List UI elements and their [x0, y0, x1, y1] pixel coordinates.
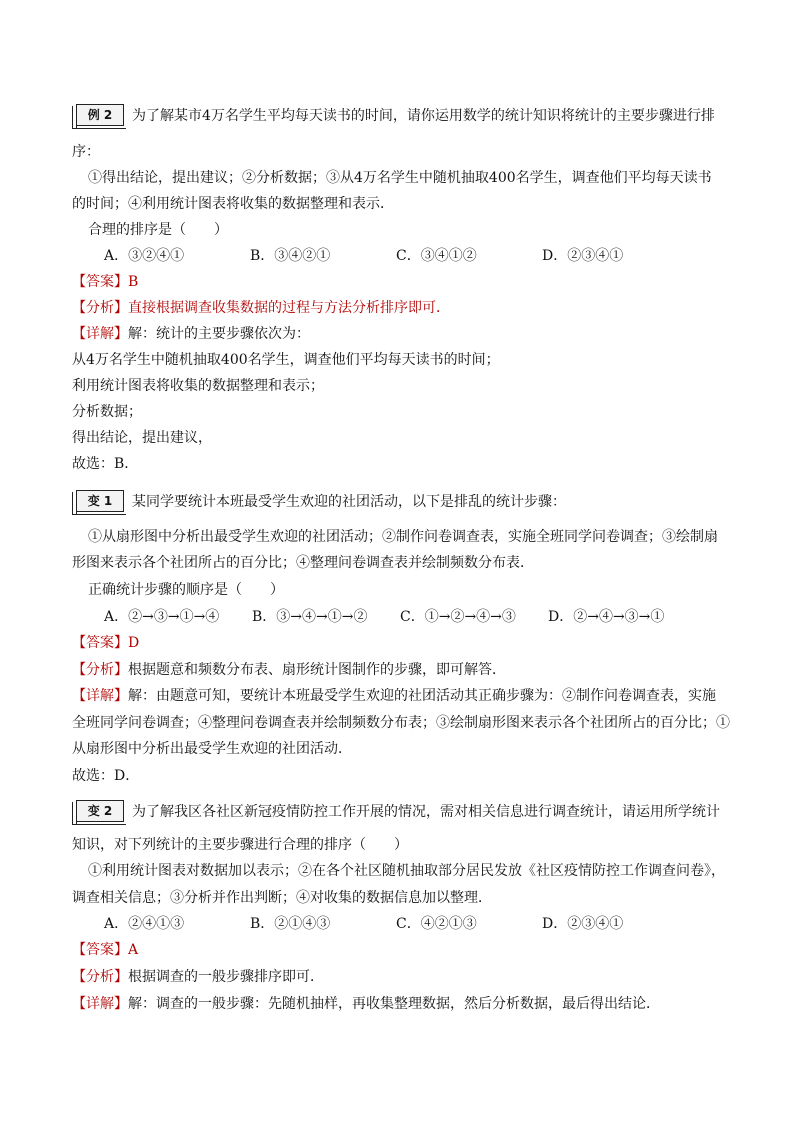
choice-a: A．②→③→①→④ — [104, 609, 220, 625]
detail-label: 【详解】 — [72, 996, 128, 1012]
variation-1-tag-label: 变 1 — [87, 494, 113, 508]
variation-2-choices — [104, 914, 623, 934]
variation-2-steps-line2: 调查相关信息；③分析并作出判断；④对收集的数据信息加以整理． — [72, 890, 492, 906]
example-2-prompt: 合理的排序是（ ） — [88, 222, 228, 238]
choice-c: C．①→②→④→③ — [400, 609, 516, 625]
variation-1-detail-line2: 全班同学问卷调查；④整理问卷调查表并绘制频数分布表；③绘制扇形图来表示各个社团所占的百分比；① — [72, 715, 730, 731]
answer-value: B — [128, 274, 139, 290]
variation-1-answer — [72, 633, 139, 653]
answer-value: D — [128, 635, 140, 651]
variation-1-detail-line3: 从扇形图中分析出最受学生欢迎的社团活动． — [72, 741, 352, 757]
example-2-question-line2: 序： — [72, 144, 100, 160]
detail-line1: 解：调查的一般步骤：先随机抽样，再收集整理数据，然后分析数据，最后得出结论． — [128, 996, 660, 1012]
variation-1-steps-line2: 形图来表示各个社团所占的百分比；④整理问卷调查表并绘制频数分布表． — [72, 555, 534, 571]
example-2-detail-line3: 利用统计图表将收集的数据整理和表示； — [72, 378, 324, 394]
example-2-tag — [72, 104, 124, 126]
variation-1-tag — [72, 490, 124, 512]
variation-1-prompt: 正确统计步骤的顺序是（ ） — [88, 582, 284, 598]
example-2-tag-label: 例 2 — [87, 108, 113, 122]
variation-1-choices — [104, 607, 664, 627]
choice-d: D．②③④① — [542, 248, 624, 264]
example-2-detail-line2: 从4万名学生中随机抽取400名学生，调查他们平均每天读书的时间； — [72, 352, 500, 368]
variation-2-answer — [72, 940, 138, 960]
variation-2-question-line2: 知识，对下列统计的主要步骤进行合理的排序（ ） — [72, 837, 408, 853]
detail-line1: 解：统计的主要步骤依次为： — [128, 326, 310, 342]
example-2-detail — [72, 324, 310, 344]
analysis-text: 根据调查的一般步骤排序即可． — [128, 969, 324, 985]
variation-1-steps-line1: ①从扇形图中分析出最受学生欢迎的社团活动；②制作问卷调查表，实施全班同学问卷调查；③绘制扇 — [88, 529, 718, 545]
choice-d: D．②→④→③→① — [548, 609, 665, 625]
analysis-label: 【分析】 — [72, 300, 128, 316]
detail-label: 【详解】 — [72, 688, 128, 704]
variation-1-conclusion: 故选：D． — [72, 768, 140, 784]
answer-label: 【答案】 — [72, 635, 128, 651]
choice-c: C．④②①③ — [396, 916, 477, 932]
detail-line1: 解：由题意可知，要统计本班最受学生欢迎的社团活动其正确步骤为：②制作问卷调查表，实施 — [128, 688, 716, 704]
example-2-analysis — [72, 298, 450, 318]
variation-1-detail — [72, 686, 716, 706]
analysis-text: 根据题意和频数分布表、扇形统计图制作的步骤，即可解答． — [128, 662, 506, 678]
choice-a: A．③②④① — [104, 248, 185, 264]
choice-a: A．②④①③ — [104, 916, 185, 932]
analysis-label: 【分析】 — [72, 969, 128, 985]
example-2-answer — [72, 272, 138, 292]
detail-label: 【详解】 — [72, 326, 128, 342]
example-2-detail-line4: 分析数据； — [72, 404, 142, 420]
variation-1-question: 某同学要统计本班最受学生欢迎的社团活动，以下是排乱的统计步骤： — [132, 494, 566, 510]
choice-b: B．③→④→①→② — [252, 609, 368, 625]
answer-label: 【答案】 — [72, 274, 128, 290]
choice-c: C．③④①② — [396, 248, 477, 264]
choice-b: B．③④②① — [250, 248, 331, 264]
variation-2-question-line1: 为了解我区各社区新冠疫情防控工作开展的情况，需对相关信息进行调查统计，请运用所学统计 — [132, 804, 720, 820]
answer-label: 【答案】 — [72, 942, 128, 958]
variation-2-steps-line1: ①利用统计图表对数据加以表示；②在各个社区随机抽取部分居民发放《社区疫情防控工作调查问卷》， — [88, 863, 725, 879]
choice-b: B．②①④③ — [250, 916, 331, 932]
example-2-choices — [104, 246, 623, 266]
variation-2-tag-label: 变 2 — [87, 804, 113, 818]
analysis-label: 【分析】 — [72, 662, 128, 678]
analysis-text: 直接根据调查收集数据的过程与方法分析排序即可． — [128, 300, 450, 316]
example-2-detail-line5: 得出结论，提出建议， — [72, 430, 212, 446]
variation-1-analysis — [72, 660, 506, 680]
example-2-conclusion: 故选：B． — [72, 456, 139, 472]
choice-d: D．②③④① — [542, 916, 624, 932]
variation-2-tag — [72, 800, 124, 822]
variation-2-analysis — [72, 967, 324, 987]
answer-value: A — [128, 942, 139, 958]
example-2-steps-line2: 的时间；④利用统计图表将收集的数据整理和表示． — [72, 196, 394, 212]
example-2-steps-line1: ①得出结论，提出建议；②分析数据；③从4万名学生中随机抽取400名学生，调查他们平均每天读书 — [88, 170, 712, 186]
example-2-question-line1: 为了解某市4万名学生平均每天读书的时间，请你运用数学的统计知识将统计的主要步骤进行排 — [132, 108, 715, 124]
variation-2-detail — [72, 994, 660, 1014]
